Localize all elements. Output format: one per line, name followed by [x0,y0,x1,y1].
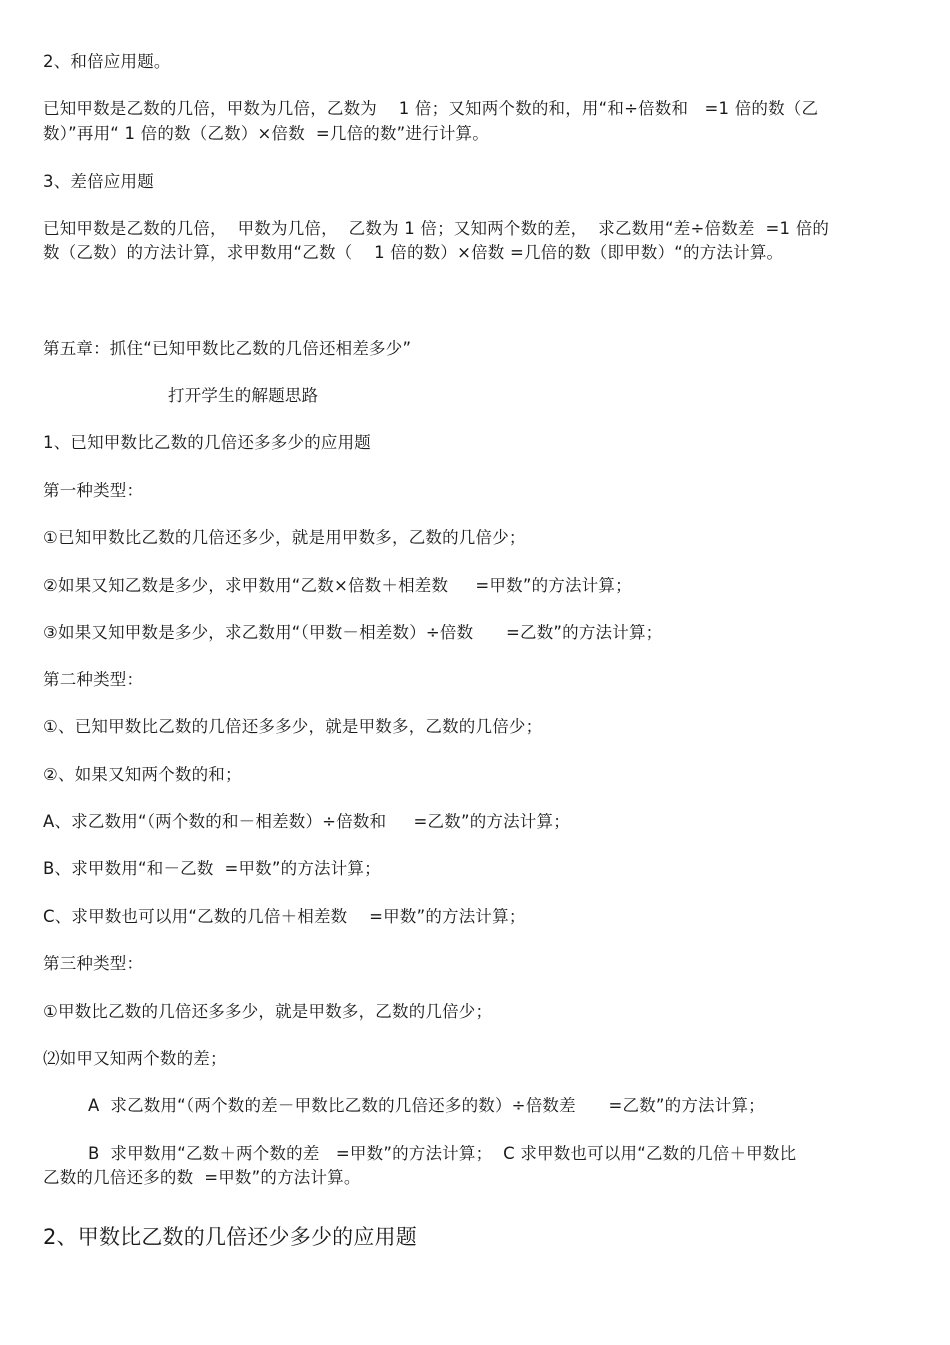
section-heading-large: 2、甲数比乙数的几倍还少多少的应用题 [43,1225,417,1249]
paragraph-line: 已知甲数是乙数的几倍，甲数为几倍，乙数为 1 倍；又知两个数的和，用“和÷倍数和 =1 倍的数（乙 [43,99,819,118]
list-item: B 求甲数用“乙数＋两个数的差 =甲数”的方法计算； C 求甲数也可以用“乙数的几倍＋甲数比 [88,1144,797,1163]
paragraph-line: 已知甲数是乙数的几倍， 甲数为几倍， 乙数为 1 倍；又知两个数的差， 求乙数用“差÷倍数差 =1 倍的 [43,219,830,238]
list-item: ②、如果又知两个数的和； [43,765,242,784]
section-heading-difference-multiple: 3、差倍应用题 [43,172,154,191]
list-item: C、求甲数也可以用“乙数的几倍＋相差数 =甲数”的方法计算； [43,907,526,926]
list-item: ③如果又知甲数是多少，求乙数用“（甲数－相差数）÷倍数 =乙数”的方法计算； [43,623,663,642]
list-item: 乙数的几倍还多的数 =甲数”的方法计算。 [43,1168,361,1187]
chapter-title: 第五章：抓住“已知甲数比乙数的几倍还相差多少” [43,339,412,358]
list-item: B、求甲数用“和－乙数 =甲数”的方法计算； [43,859,381,878]
list-item: ①、已知甲数比乙数的几倍还多多少，就是甲数多，乙数的几倍少； [43,717,543,736]
paragraph-line: 数（乙数）的方法计算，求甲数用“乙数（ 1 倍的数）×倍数 =几倍的数（即甲数）“的方法计算。 [43,243,784,262]
list-item: ⑵如甲又知两个数的差； [43,1049,227,1068]
section-heading: 1、已知甲数比乙数的几倍还多多少的应用题 [43,433,371,452]
list-item: ②如果又知乙数是多少，求甲数用“乙数×倍数＋相差数 =甲数”的方法计算； [43,576,632,595]
type-heading: 第三种类型： [43,954,144,973]
type-heading: 第二种类型： [43,670,144,689]
list-item: ①已知甲数比乙数的几倍还多少，就是用甲数多，乙数的几倍少； [43,528,526,547]
list-item: A 求乙数用“（两个数的差－甲数比乙数的几倍还多的数）÷倍数差 =乙数”的方法计算； [88,1096,765,1115]
paragraph-line: 数）”再用“ 1 倍的数（乙数）×倍数 =几倍的数”进行计算。 [43,124,489,143]
list-item: ①甲数比乙数的几倍还多多少，就是甲数多，乙数的几倍少； [43,1002,493,1021]
type-heading: 第一种类型： [43,481,144,500]
chapter-subtitle: 打开学生的解题思路 [168,386,319,405]
section-heading-sum-multiple: 2、和倍应用题。 [43,52,171,71]
list-item: A、求乙数用“（两个数的和－相差数）÷倍数和 =乙数”的方法计算； [43,812,570,831]
